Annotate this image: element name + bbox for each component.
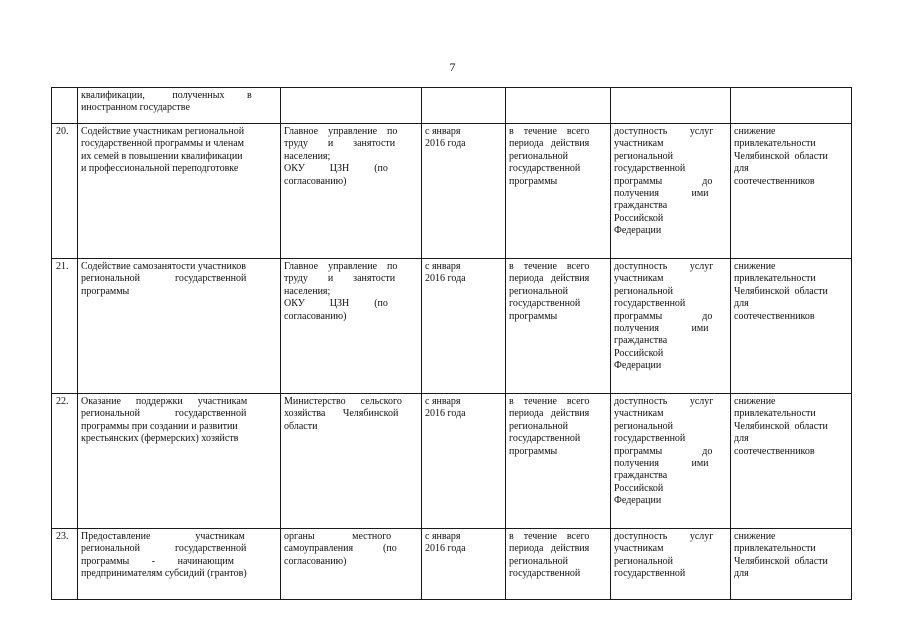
num-text: 23.	[56, 531, 69, 542]
indicator-line: соотечественников	[734, 445, 815, 457]
executor-cell	[281, 124, 422, 259]
term-line: государственной	[509, 298, 581, 310]
measure-line: Оказание поддержки участникам	[81, 396, 248, 407]
num-cell	[52, 259, 78, 394]
result-cell	[611, 259, 731, 394]
result-line: доступность услуг	[614, 126, 714, 137]
start-line: с января	[425, 396, 461, 407]
executor-line: области	[284, 420, 318, 432]
executor-line: труду и занятости	[284, 138, 396, 150]
start-cell	[422, 88, 506, 124]
table-row-continuation	[52, 88, 852, 124]
indicator-line: для	[734, 298, 749, 310]
measure-line: предпринимателям субсидий (грантов)	[81, 568, 247, 580]
table-row	[52, 259, 852, 394]
result-line: государственной	[614, 568, 686, 580]
executor-line: Главное управление по	[284, 126, 398, 137]
start-line: 2016 года	[425, 138, 466, 150]
term-line: периода действия	[509, 138, 590, 150]
start-line: 2016 года	[425, 543, 466, 555]
page-number: 7	[449, 60, 456, 74]
term-cell	[506, 124, 611, 259]
result-line: участникам	[614, 138, 664, 150]
term-line: в течение всего	[509, 531, 590, 542]
result-line: Федерации	[614, 495, 662, 507]
indicator-line: снижение	[734, 126, 776, 137]
term-line: государственной	[509, 163, 581, 175]
table-row	[52, 529, 852, 600]
executor-cell	[281, 259, 422, 394]
executor-line: согласованию)	[284, 175, 347, 187]
term-cell	[506, 88, 611, 124]
indicator-line: привлекательности	[734, 543, 816, 555]
measure-line: программы - начинающим	[81, 555, 235, 567]
executor-line: самоуправления (по	[284, 543, 397, 555]
executor-line: Министерство сельского	[284, 396, 402, 407]
num-text: 21.	[56, 261, 69, 272]
measure-line: Содействие участникам региональной	[81, 126, 245, 137]
result-line: Федерации	[614, 360, 662, 372]
result-line: программы до	[614, 310, 713, 322]
term-line: региональной	[509, 555, 569, 567]
indicator-line: снижение	[734, 531, 776, 542]
num-cell	[52, 88, 78, 124]
measure-line: региональной государственной	[81, 408, 247, 420]
num-cell	[52, 394, 78, 529]
measure-line: Предоставление участникам	[81, 531, 245, 542]
executor-line: органы местного	[284, 531, 392, 542]
measure-line: иностранном государстве	[81, 102, 190, 114]
num-cell	[52, 124, 78, 259]
measure-line: квалификации, полученных в	[81, 90, 252, 101]
indicator-line: соотечественников	[734, 175, 815, 187]
executor-line: хозяйства Челябинской	[284, 408, 399, 420]
result-line: гражданства	[614, 200, 668, 212]
result-line: участникам	[614, 408, 664, 420]
indicator-cell	[731, 88, 852, 124]
result-line: региональной	[614, 285, 674, 297]
result-line: доступность услуг	[614, 531, 714, 542]
start-line: с января	[425, 126, 461, 137]
result-line: Федерации	[614, 225, 662, 237]
measure-cell	[78, 394, 281, 529]
indicator-line: для	[734, 568, 749, 580]
num-cell	[52, 529, 78, 600]
executor-line: согласованию)	[284, 555, 347, 567]
start-line: 2016 года	[425, 408, 466, 420]
result-line: региональной	[614, 150, 674, 162]
start-cell	[422, 124, 506, 259]
result-line: государственной	[614, 298, 686, 310]
term-line: региональной	[509, 285, 569, 297]
term-line: в течение всего	[509, 261, 590, 272]
result-line: гражданства	[614, 335, 668, 347]
table-row	[52, 394, 852, 529]
result-line: участникам	[614, 543, 664, 555]
term-line: государственной	[509, 568, 581, 580]
term-line: в течение всего	[509, 396, 590, 407]
result-line: получения ими	[614, 323, 709, 335]
term-cell	[506, 259, 611, 394]
term-line: в течение всего	[509, 126, 590, 137]
start-line: с января	[425, 531, 461, 542]
start-cell	[422, 259, 506, 394]
result-line: государственной	[614, 163, 686, 175]
result-line: программы до	[614, 175, 713, 187]
executor-line: труду и занятости	[284, 273, 396, 285]
term-line: периода действия	[509, 408, 590, 420]
start-line: с января	[425, 261, 461, 272]
table-row	[52, 124, 852, 259]
measure-cell	[78, 88, 281, 124]
start-cell	[422, 394, 506, 529]
executor-line: населения;	[284, 285, 331, 297]
indicator-line: для	[734, 433, 749, 445]
measure-cell	[78, 529, 281, 600]
indicator-line: привлекательности	[734, 138, 816, 150]
indicator-line: Челябинской области	[734, 150, 828, 162]
result-cell	[611, 124, 731, 259]
measure-line: программы при создании и развитии	[81, 420, 238, 432]
term-line: региональной	[509, 150, 569, 162]
num-text: 22.	[56, 396, 69, 407]
measure-line: государственной программы и членам	[81, 138, 244, 150]
indicator-cell	[731, 529, 852, 600]
measure-line: Содействие самозанятости участников	[81, 261, 246, 272]
result-line: Российской	[614, 482, 664, 494]
indicator-line: Челябинской области	[734, 420, 828, 432]
term-cell	[506, 394, 611, 529]
indicator-line: снижение	[734, 396, 776, 407]
indicator-line: привлекательности	[734, 273, 816, 285]
executor-cell	[281, 529, 422, 600]
indicator-cell	[731, 394, 852, 529]
result-cell	[611, 529, 731, 600]
executor-line: населения;	[284, 150, 331, 162]
start-line: 2016 года	[425, 273, 466, 285]
result-cell	[611, 88, 731, 124]
executor-line: ОКУ ЦЗН (по	[284, 298, 388, 310]
num-text: 20.	[56, 126, 69, 137]
result-line: гражданства	[614, 470, 668, 482]
executor-cell	[281, 88, 422, 124]
term-line: программы	[509, 445, 558, 457]
measure-cell	[78, 124, 281, 259]
result-line: региональной	[614, 555, 674, 567]
term-line: программы	[509, 175, 558, 187]
result-line: получения ими	[614, 458, 709, 470]
result-line: получения ими	[614, 188, 709, 200]
term-line: государственной	[509, 433, 581, 445]
result-line: доступность услуг	[614, 261, 714, 272]
result-line: доступность услуг	[614, 396, 714, 407]
measure-line: крестьянских (фермерских) хозяйств	[81, 433, 239, 445]
indicator-line: соотечественников	[734, 310, 815, 322]
indicator-cell	[731, 124, 852, 259]
term-line: региональной	[509, 420, 569, 432]
result-line: Российской	[614, 212, 664, 224]
indicator-line: для	[734, 163, 749, 175]
executor-line: согласованию)	[284, 310, 347, 322]
indicator-line: Челябинской области	[734, 285, 828, 297]
indicator-line: снижение	[734, 261, 776, 272]
term-line: периода действия	[509, 273, 590, 285]
result-line: участникам	[614, 273, 664, 285]
measure-line: и профессиональной переподготовке	[81, 163, 239, 175]
measure-cell	[78, 259, 281, 394]
result-line: Российской	[614, 347, 664, 359]
term-cell	[506, 529, 611, 600]
indicator-cell	[731, 259, 852, 394]
result-line: программы до	[614, 445, 713, 457]
indicator-line: Челябинской области	[734, 555, 828, 567]
result-line: государственной	[614, 433, 686, 445]
measure-line: их семей в повышении квалификации	[81, 150, 243, 162]
indicator-line: привлекательности	[734, 408, 816, 420]
measure-line: региональной государственной	[81, 273, 247, 285]
start-cell	[422, 529, 506, 600]
measure-line: программы	[81, 285, 130, 297]
measures-table	[51, 87, 852, 600]
result-cell	[611, 394, 731, 529]
term-line: периода действия	[509, 543, 590, 555]
executor-line: ОКУ ЦЗН (по	[284, 163, 388, 175]
result-line: региональной	[614, 420, 674, 432]
executor-line: Главное управление по	[284, 261, 398, 272]
executor-cell	[281, 394, 422, 529]
term-line: программы	[509, 310, 558, 322]
measure-line: региональной государственной	[81, 543, 247, 555]
